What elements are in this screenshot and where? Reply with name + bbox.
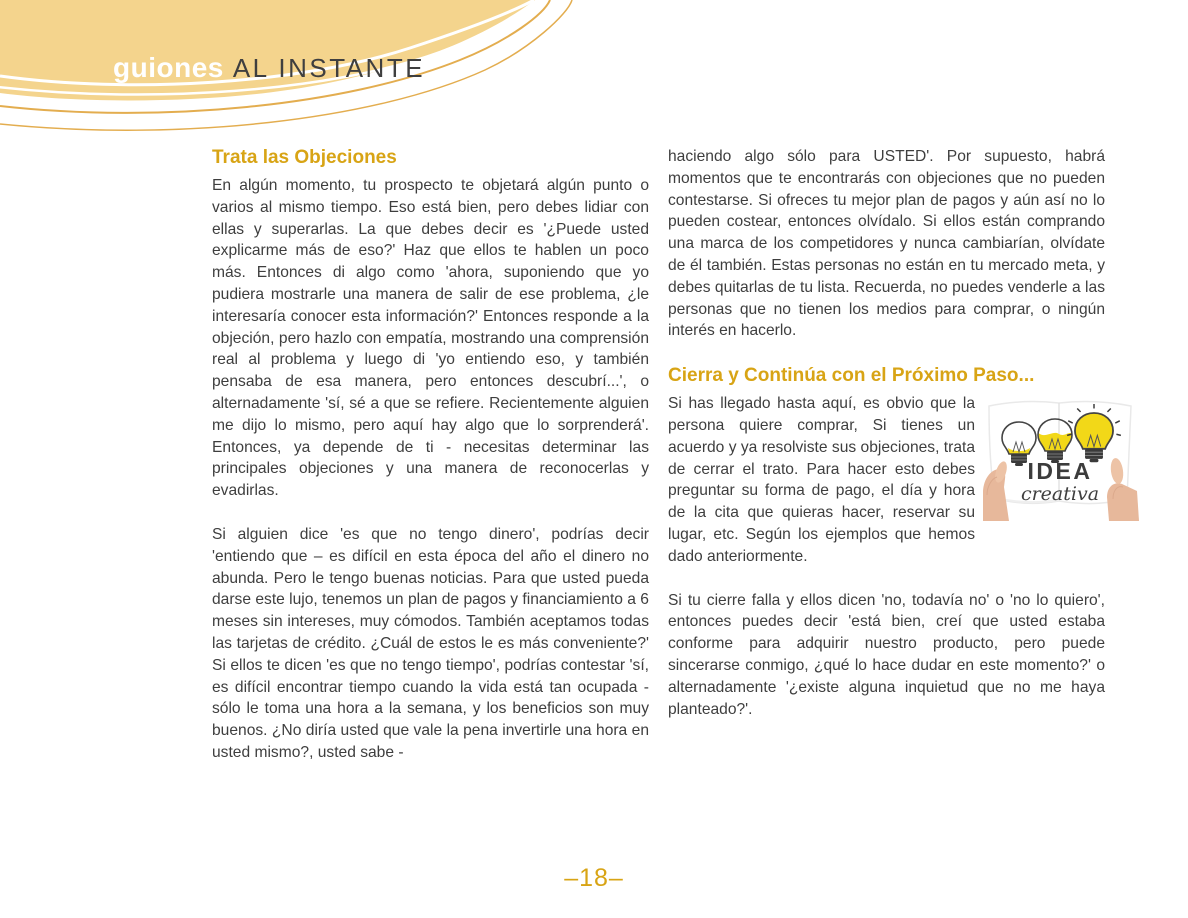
idea-subtitle-text: creativa	[1020, 483, 1100, 506]
brand-logo	[113, 54, 425, 82]
paragraph-objections-2: Si alguien dice 'es que no tengo dinero', podrías decir 'entiendo que – es difícil en esta época del año el dinero no abunda. Pero le tengo buenas noticias. Para que usted pueda darse este lujo, tenemos un plan de pagos y financiamiento a 6 meses sin intereses, muy cómodos. También aceptamos todas las tarjetas de crédito. ¿Cuál de estos le es más conveniente?' Si ellos te dicen 'es que no tengo tiempo', podrías contestar 'sí, es difícil encontrar tiempo cuando la vida está tan ocupada - sólo le toma una hora a la semana, y los beneficios son muy buenos. ¿No diría usted que vale la pena invertirle una hora en usted mismo?, usted sabe -	[212, 525, 649, 761]
idea-title-text: IDEA	[1027, 458, 1093, 485]
section-heading-objections: Trata las Objeciones	[212, 147, 397, 168]
paragraph-close-deal: Si has llegado hasta aquí, es obvio que la persona quiere comprar, Si tienes un acuerdo y ya resolviste sus objeciones, trata de cerrar el trato. Para hacer esto debes preguntar su forma de pago, el día y hora de la cita que quieras hacer, reservar su lugar, etc. Según los ejemplos que hemos dado anteriormente.	[668, 395, 975, 565]
section-heading-close: Cierra y Continúa con el Próximo Paso...	[668, 365, 1035, 387]
idea-creativa-illustration	[987, 395, 1145, 519]
idea-creativa-graphic	[975, 395, 1145, 521]
wave-fill-shape	[0, 0, 535, 100]
logo-primary-text: guiones	[113, 52, 224, 83]
paragraph-close-fallback: Si tu cierre falla y ellos dicen 'no, todavía no' o 'no lo quiero', entonces puedes decir 'está bien, creí que usted estaba conforme para adquirir nuestro producto, pero puede sincerarse conmigo, ¿qué lo hace dudar en este momento?' o alternadamente '¿existe alguna inquietud que no me haya planteado?'.	[668, 591, 1105, 718]
logo-secondary-text: AL INSTANTE	[232, 53, 426, 83]
paragraph-objections-1: En algún momento, tu prospecto te objetará algún punto o varios al mismo tiempo. Eso está bien, pero debes lidiar con ellas y superarlas. La que debes decir es '¿Puede usted explicarme más de eso?' Haz que ellos te hablen un poco más. Entonces di algo como 'ahora, suponiendo que yo pudiera mostrarle una manera de salir de ese problema, ¿le interesaría conocer esta información?' Entonces responde a la objeción, pero hazlo con empatía, mostrando una comprensión real al problema y luego di 'yo entiendo eso, y también pensaba de esa manera, pero entonces descubrí...', o alternadamente 'sí, sé a que se refiere. Recientemente alguien me dijo lo mismo, pero aquí hay algo que lo sorprenderá'. Entonces, ya depende de ti - necesitas determinar las principales objeciones y una manera de reconocerlas y evadirlas.	[212, 177, 649, 500]
page-number: –18–	[564, 864, 624, 892]
column-left	[212, 146, 649, 764]
column-right	[668, 146, 1105, 720]
paragraph-continuation: haciendo algo sólo para USTED'. Por supuesto, habrá momentos que te encontrarás con objeciones que no pueden contestarse. Si ofreces tu mejor plan de pagos y aún así no lo pueden costear, entonces olvídalo. Si ellos están comprando una marca de los competidores y nunca cambiarían, olvídate de él también. Estas personas no están en tu mercado meta, y debes quitarlas de tu lista. Recuerda, no puedes venderle a las personas que no tienen los medios para comprar, o ningún interés en hacerlo.	[668, 148, 1105, 340]
